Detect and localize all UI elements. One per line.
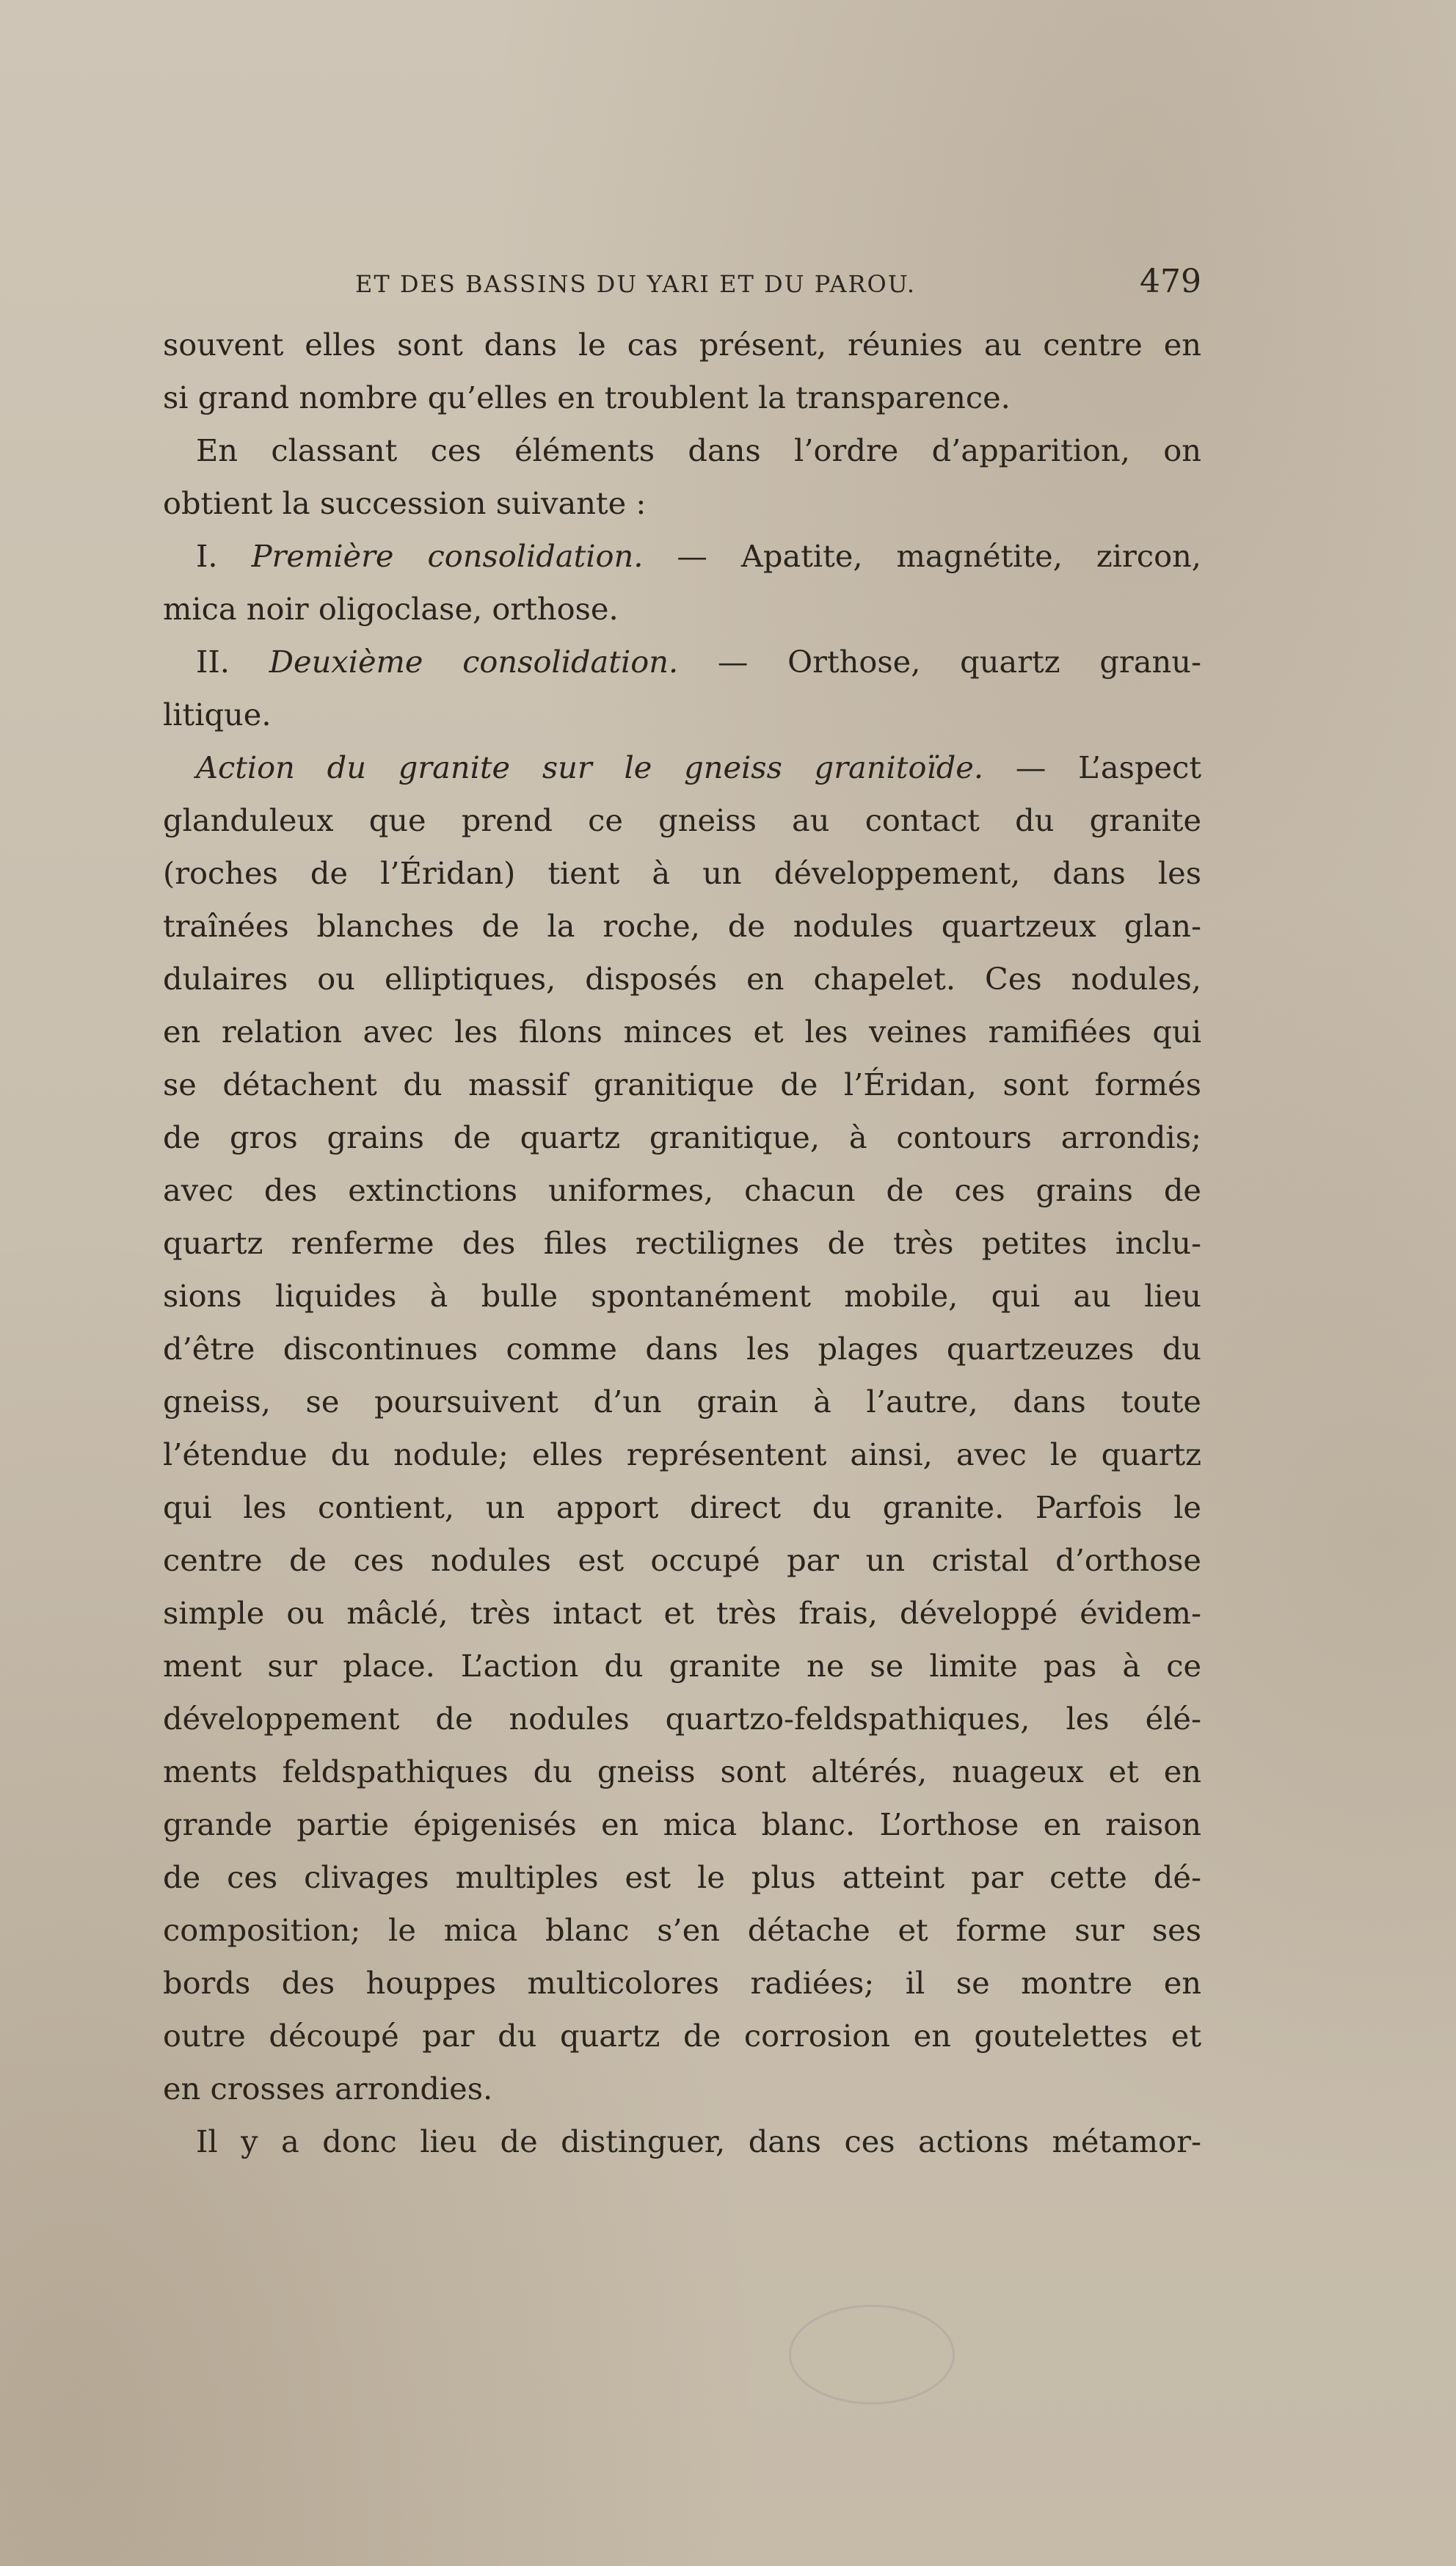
text-line: En classant ces éléments dans l’ordre d’apparition, on <box>196 432 1201 468</box>
text-line: traînées blanches de la roche, de nodules quartzeux glan- <box>163 908 1201 944</box>
text-line: grande partie épigenisés en mica blanc. L’orthose en raison <box>163 1806 1201 1842</box>
section-heading-line <box>163 746 1201 790</box>
library-stamp <box>789 2305 955 2405</box>
text-line: de ces clivages multiples est le plus atteint par cette dé- <box>163 1859 1201 1895</box>
text-line: litique. <box>163 697 272 733</box>
text-line: développement de nodules quartzo-feldspathiques, les élé- <box>163 1701 1201 1737</box>
text-line: se détachent du massif granitique de l’Éridan, sont formés <box>163 1066 1201 1102</box>
text-line: centre de ces nodules est occupé par un cristal d’orthose <box>163 1542 1201 1578</box>
text-line: gneiss, se poursuivent d’un grain à l’autre, dans toute <box>163 1384 1201 1420</box>
text-line: mica noir oligoclase, orthose. <box>163 591 619 627</box>
page-header <box>163 263 1201 310</box>
text-line: en crosses arrondies. <box>163 2071 493 2107</box>
list-item-first-consolidation <box>163 534 1201 578</box>
text-line: Il y a donc lieu de distinguer, dans ces actions métamor- <box>196 2123 1201 2159</box>
item-text: — Apatite, magnétite, zircon, <box>643 538 1201 574</box>
text-line: qui les contient, un apport direct du granite. Parfois le <box>163 1489 1201 1525</box>
text-line: de gros grains de quartz granitique, à contours arrondis; <box>163 1119 1201 1155</box>
text-line: l’étendue du nodule; elles représentent ainsi, avec le quartz <box>163 1436 1201 1472</box>
section-title: Action du granite sur le gneiss granitoïde. <box>196 749 984 785</box>
text-line: quartz renferme des files rectilignes de très petites inclu- <box>163 1225 1201 1261</box>
item-numeral: II. <box>196 644 230 680</box>
item-text: — Orthose, quartz granu- <box>678 644 1201 680</box>
text-line: bords des houppes multicolores radiées; il se montre en <box>163 1965 1201 2001</box>
text-line: dulaires ou elliptiques, disposés en chapelet. Ces nodules, <box>163 961 1201 997</box>
text-line: obtient la succession suivante : <box>163 485 647 521</box>
text-line: outre découpé par du quartz de corrosion en goutelettes et <box>163 2018 1201 2054</box>
item-title: Première consolidation. <box>251 538 644 574</box>
text-line: avec des extinctions uniformes, chacun de ces grains de <box>163 1172 1201 1208</box>
text-line: en relation avec les filons minces et les veines ramifiées qui <box>163 1014 1201 1050</box>
text-line: souvent elles sont dans le cas présent, réunies au centre en <box>163 327 1201 363</box>
text-line: ments feldspathiques du gneiss sont altérés, nuageux et en <box>163 1753 1201 1789</box>
text-line: si grand nombre qu’elles en troublent la transparence. <box>163 379 1011 415</box>
text-line: sions liquides à bulle spontanément mobile, qui au lieu <box>163 1278 1201 1314</box>
page-number: 479 <box>1140 263 1201 300</box>
text-line: ment sur place. L’action du granite ne se limite pas à ce <box>163 1648 1201 1684</box>
item-numeral: I. <box>196 538 218 574</box>
text-line: composition; le mica blanc s’en détache et forme sur ses <box>163 1912 1201 1948</box>
text-line: simple ou mâclé, très intact et très frais, développé évidem- <box>163 1595 1201 1631</box>
text-line: (roches de l’Éridan) tient à un développement, dans les <box>163 855 1201 891</box>
section-title-rest: — L’aspect <box>983 749 1201 785</box>
item-title: Deuxième consolidation. <box>269 644 679 680</box>
text-line: glanduleux que prend ce gneiss au contact du granite <box>163 802 1201 838</box>
running-head: ET DES BASSINS DU YARI ET DU PAROU. <box>355 270 916 298</box>
list-item-second-consolidation <box>163 640 1201 684</box>
text-line: d’être discontinues comme dans les plages quartzeuzes du <box>163 1331 1201 1367</box>
